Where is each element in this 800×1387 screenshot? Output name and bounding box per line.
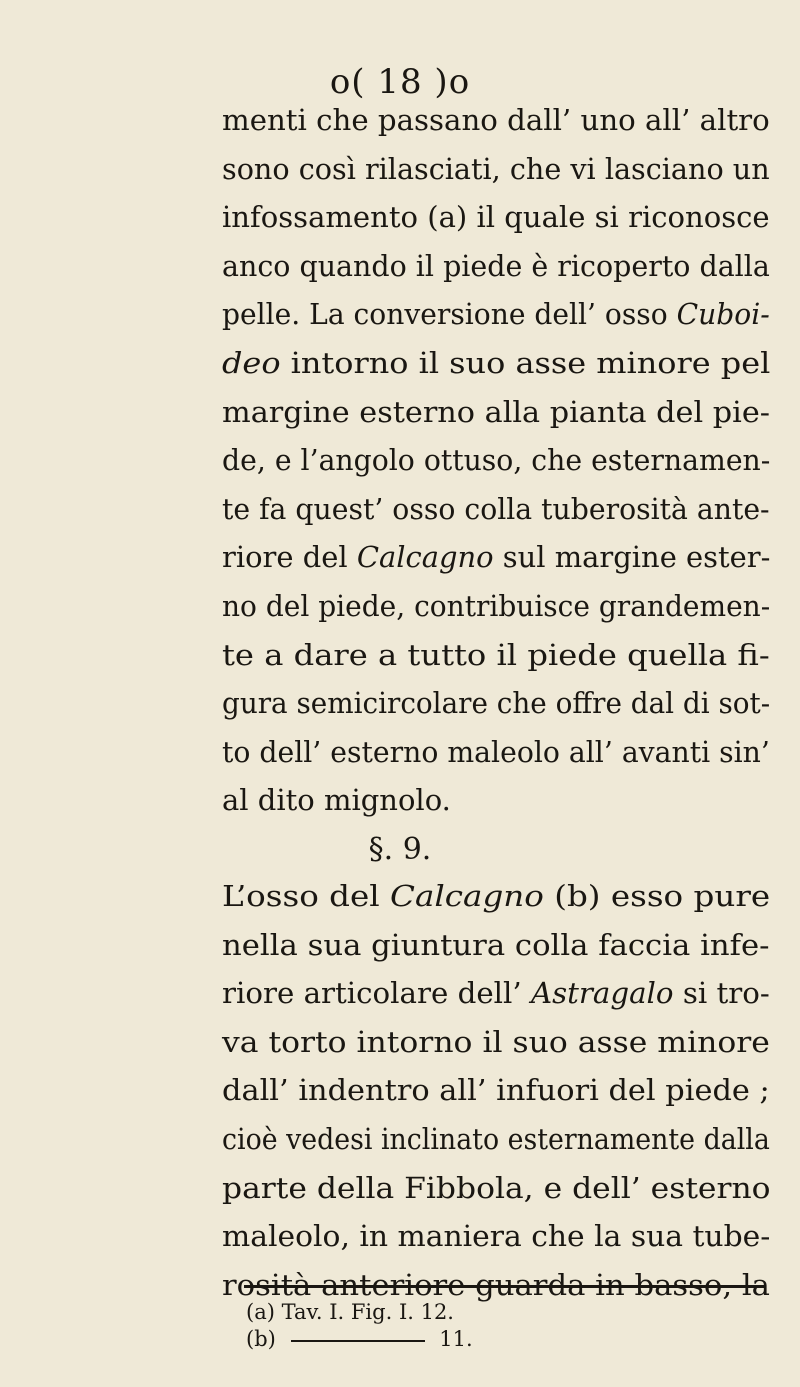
footnote-a: [246, 1300, 454, 1324]
ditto-dash: [291, 1340, 425, 1342]
text-line: pelle. La conversione dell’ osso Cuboi-: [222, 297, 770, 332]
text-line: to dell’ esterno maleolo all’ avanti sin’: [222, 734, 770, 769]
text-line: sono così rilasciati, che vi lasciano un: [222, 151, 770, 186]
running-head: o( 18 )o: [329, 62, 471, 102]
text-line: infossamento (a) il quale si riconosce: [222, 200, 770, 235]
text-line: anco quando il piede è ricoperto dalla: [222, 248, 770, 283]
section-heading: §. 9.: [368, 832, 432, 867]
text-line: riore articolare dell’ Astragalo si tro-: [222, 976, 770, 1011]
footnote-b: [246, 1327, 473, 1351]
text-line: cioè vedesi inclinato esternamente dalla: [222, 1122, 770, 1156]
footnote-text: 11.: [439, 1327, 473, 1351]
footnote-rule: [244, 1285, 765, 1288]
text-line: margine esterno alla pianta del pie-: [222, 394, 770, 429]
text-line: riore del Calcagno sul margine ester-: [222, 540, 771, 575]
text-line: menti che passano dall’ uno all’ altro: [222, 103, 770, 137]
text-line: L’osso del Calcagno (b) esso pure: [222, 879, 771, 913]
footnote-marker: (b): [246, 1327, 276, 1351]
text-line: gura semicircolare che offre dal di sot-: [222, 686, 771, 721]
text-line: deo intorno il suo asse minore pel: [222, 346, 771, 380]
footnote-text: Tav. I. Fig. I. 12.: [281, 1300, 454, 1324]
text-line: rosità anteriore guarda in basso, la: [222, 1267, 770, 1302]
text-line: va torto intorno il suo asse minore: [222, 1024, 770, 1059]
text-line: no del piede, contribuisce grandemen-: [222, 589, 771, 623]
text-line: te a dare a tutto il piede quella fi-: [222, 637, 770, 672]
text-line: al dito mignolo.: [222, 783, 451, 818]
text-line: de, e l’angolo ottuso, che esternamen-: [222, 443, 771, 478]
text-line: parte della Fibbola, e dell’ esterno: [222, 1170, 771, 1205]
footnote-marker: (a): [246, 1300, 275, 1324]
text-line: nella sua giuntura colla faccia infe-: [222, 927, 770, 962]
text-line: te fa quest’ osso colla tuberosità ante-: [222, 491, 770, 526]
text-line: maleolo, in maniera che la sua tube-: [222, 1219, 771, 1254]
text-line: dall’ indentro all’ infuori del piede ;: [222, 1073, 770, 1108]
